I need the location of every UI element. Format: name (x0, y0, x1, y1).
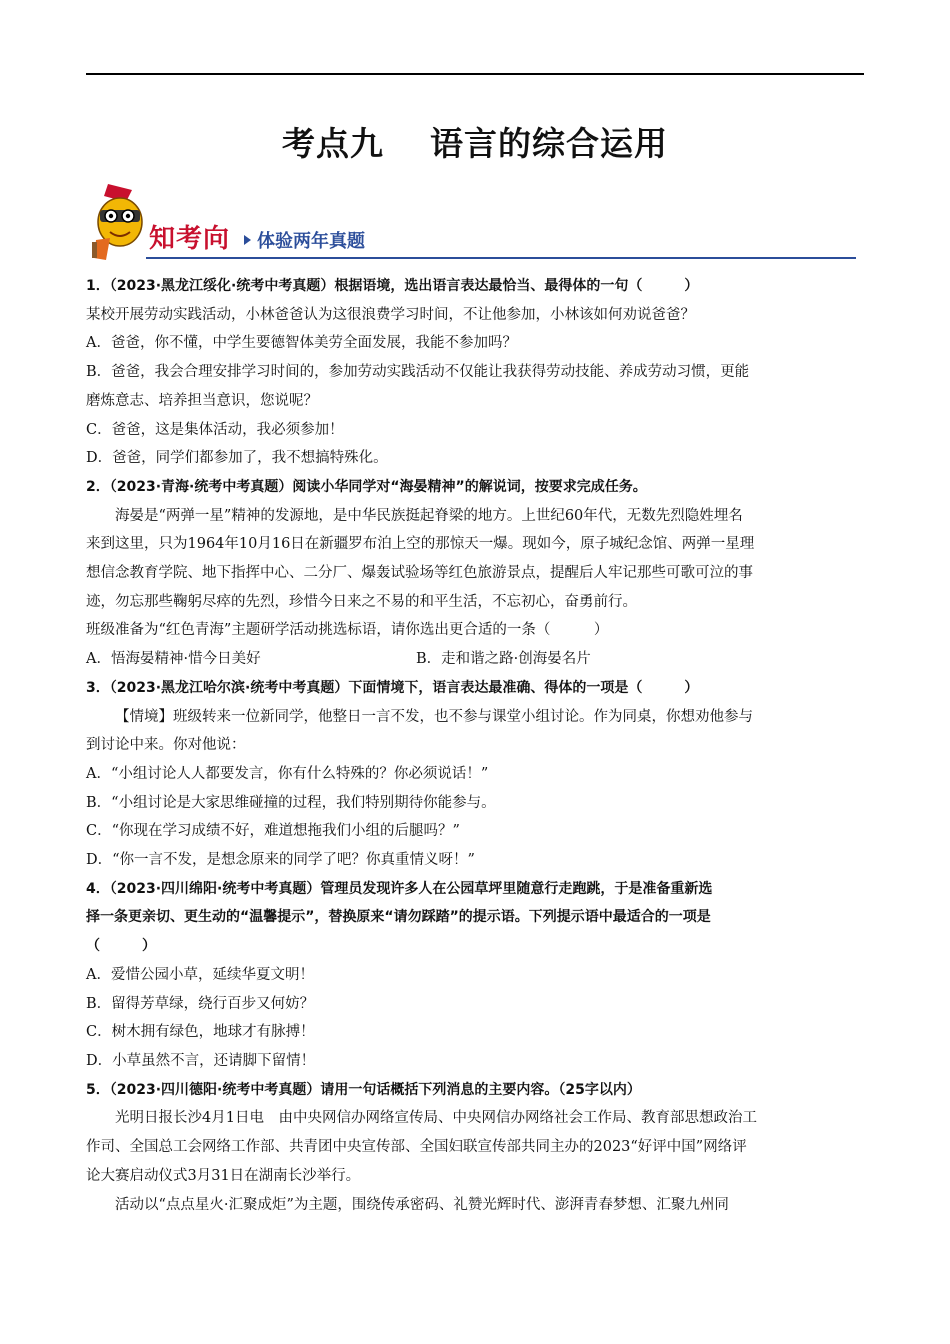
question-2-passage-line: 想信念教育学院、地下指挥中心、二分厂、爆轰试验场等红色旅游景点，提醒后人牢记那些可歌可泣的事 (86, 565, 753, 582)
question-2-option-a: A．悟海晏精神·惜今日美好 (86, 651, 261, 668)
question-5-stem: 5．（2023·四川德阳·统考中考真题）请用一句话概括下列消息的主要内容。（25字以内） (86, 1081, 641, 1098)
question-4-answer-blank: （ ） (86, 938, 156, 955)
title-topic-number: 考点九 (282, 124, 384, 163)
question-5-passage: 光明日报长沙4月1日电 由中央网信办网络宣传局、中央网信办网络社会工作局、教育部思想政治工 (115, 1110, 757, 1127)
section-banner (86, 180, 856, 264)
question-5-passage-para2: 活动以“点点星火·汇聚成炬”为主题，围绕传承密码、礼赞光辉时代、澎湃青春梦想、汇聚九州同 (115, 1196, 729, 1213)
page-title (0, 118, 950, 165)
question-1-context: 某校开展劳动实践活动，小林爸爸认为这很浪费学习时间，不让他参加，小林该如何劝说爸爸？ (86, 306, 695, 323)
question-4-option-d: D．小草虽然不言，还请脚下留情！ (86, 1052, 316, 1069)
header-rule (86, 73, 864, 75)
banner-label: 知考向 (149, 224, 231, 254)
question-3-scenario: 【情境】班级转来一位新同学，他整日一言不发，也不参与课堂小组讨论。作为同桌，你想劝他参与 (115, 708, 753, 725)
question-2-task: 班级准备为“红色青海”主题研学活动挑选标语，请你选出更合适的一条（ ） (86, 622, 609, 639)
question-4-stem: 4．（2023·四川绵阳·统考中考真题）管理员发现许多人在公园草坪里随意行走跑跳，于是准备重新选 (86, 880, 713, 897)
question-4-stem-cont: 择一条更亲切、更生动的“温馨提示”，替换原来“请勿踩踏”的提示语。下列提示语中最适合的一项是 (86, 909, 711, 926)
question-5-passage-line: 论大赛启动仪式3月31日在湖南长沙举行。 (86, 1167, 361, 1184)
question-1-option-a: A．爸爸，你不懂，中学生要德智体美劳全面发展，我能不参加吗？ (86, 335, 517, 352)
question-3-stem: 3．（2023·黑龙江哈尔滨·统考中考真题）下面情境下，语言表达最准确、得体的一项是（ ） (86, 679, 699, 696)
question-4-option-c: C．树木拥有绿色，地球才有脉搏！ (86, 1024, 315, 1041)
banner-subtitle: 体验两年真题 (257, 231, 365, 252)
play-arrow-icon (244, 235, 251, 245)
question-1-option-c: C．爸爸，这是集体活动，我必须参加！ (86, 421, 344, 438)
question-2-passage-line: 迹，勿忘那些鞠躬尽瘁的先烈，珍惜今日来之不易的和平生活，不忘初心，奋勇前行。 (86, 593, 637, 610)
question-3-option-d: D．“你一言不发，是想念原来的同学了吧？你真重情义呀！” (86, 852, 475, 869)
question-2-stem: 2．（2023·青海·统考中考真题）阅读小华同学对“海晏精神”的解说词，按要求完成任务。 (86, 478, 647, 495)
question-1-option-d: D．爸爸，同学们都参加了，我不想搞特殊化。 (86, 450, 388, 467)
question-1-stem: 1．（2023·黑龙江绥化·统考中考真题）根据语境，选出语言表达最恰当、最得体的一句（ ） (86, 278, 699, 294)
question-2-options (86, 645, 862, 674)
question-5-passage-line: 作司、全国总工会网络工作部、共青团中央宣传部、全国妇联宣传部共同主办的2023“好评中国”网络评 (86, 1139, 747, 1156)
title-topic-name: 语言的综合运用 (430, 124, 668, 163)
question-2-option-b: B．走和谐之路·创海晏名片 (416, 651, 591, 668)
question-2-passage-line: 来到这里，只为1964年10月16日在新疆罗布泊上空的那惊天一爆。现如今，原子城纪念馆、两弹一星理 (86, 536, 755, 553)
question-1-option-b: B．爸爸，我会合理安排学习时间的，参加劳动实践活动不仅能让我获得劳动技能、养成劳动习惯，更能 (86, 364, 750, 381)
question-1-option-b-cont: 磨炼意志、培养担当意识，您说呢？ (86, 392, 318, 409)
question-list (86, 272, 862, 1219)
question-3-option-c: C．“你现在学习成绩不好，难道想拖我们小组的后腿吗？” (86, 823, 460, 840)
banner-rule (146, 257, 856, 259)
question-2-passage: 海晏是“两弹一星”精神的发源地，是中华民族挺起脊梁的地方。上世纪60年代，无数先烈隐姓埋名 (115, 507, 743, 524)
question-3-scenario-cont: 到讨论中来。你对他说： (86, 737, 246, 754)
question-4-option-a: A．爱惜公园小草，延续华夏文明！ (86, 966, 314, 983)
question-3-option-b: B．“小组讨论是大家思维碰撞的过程，我们特别期待你能参与。 (86, 794, 496, 811)
question-3-option-a: A．“小组讨论人人都要发言，你有什么特殊的？你必须说话！” (86, 765, 489, 782)
question-4-option-b: B．留得芳草绿，绕行百步又何妨？ (86, 995, 315, 1012)
pencil-mascot-icon (86, 180, 154, 264)
